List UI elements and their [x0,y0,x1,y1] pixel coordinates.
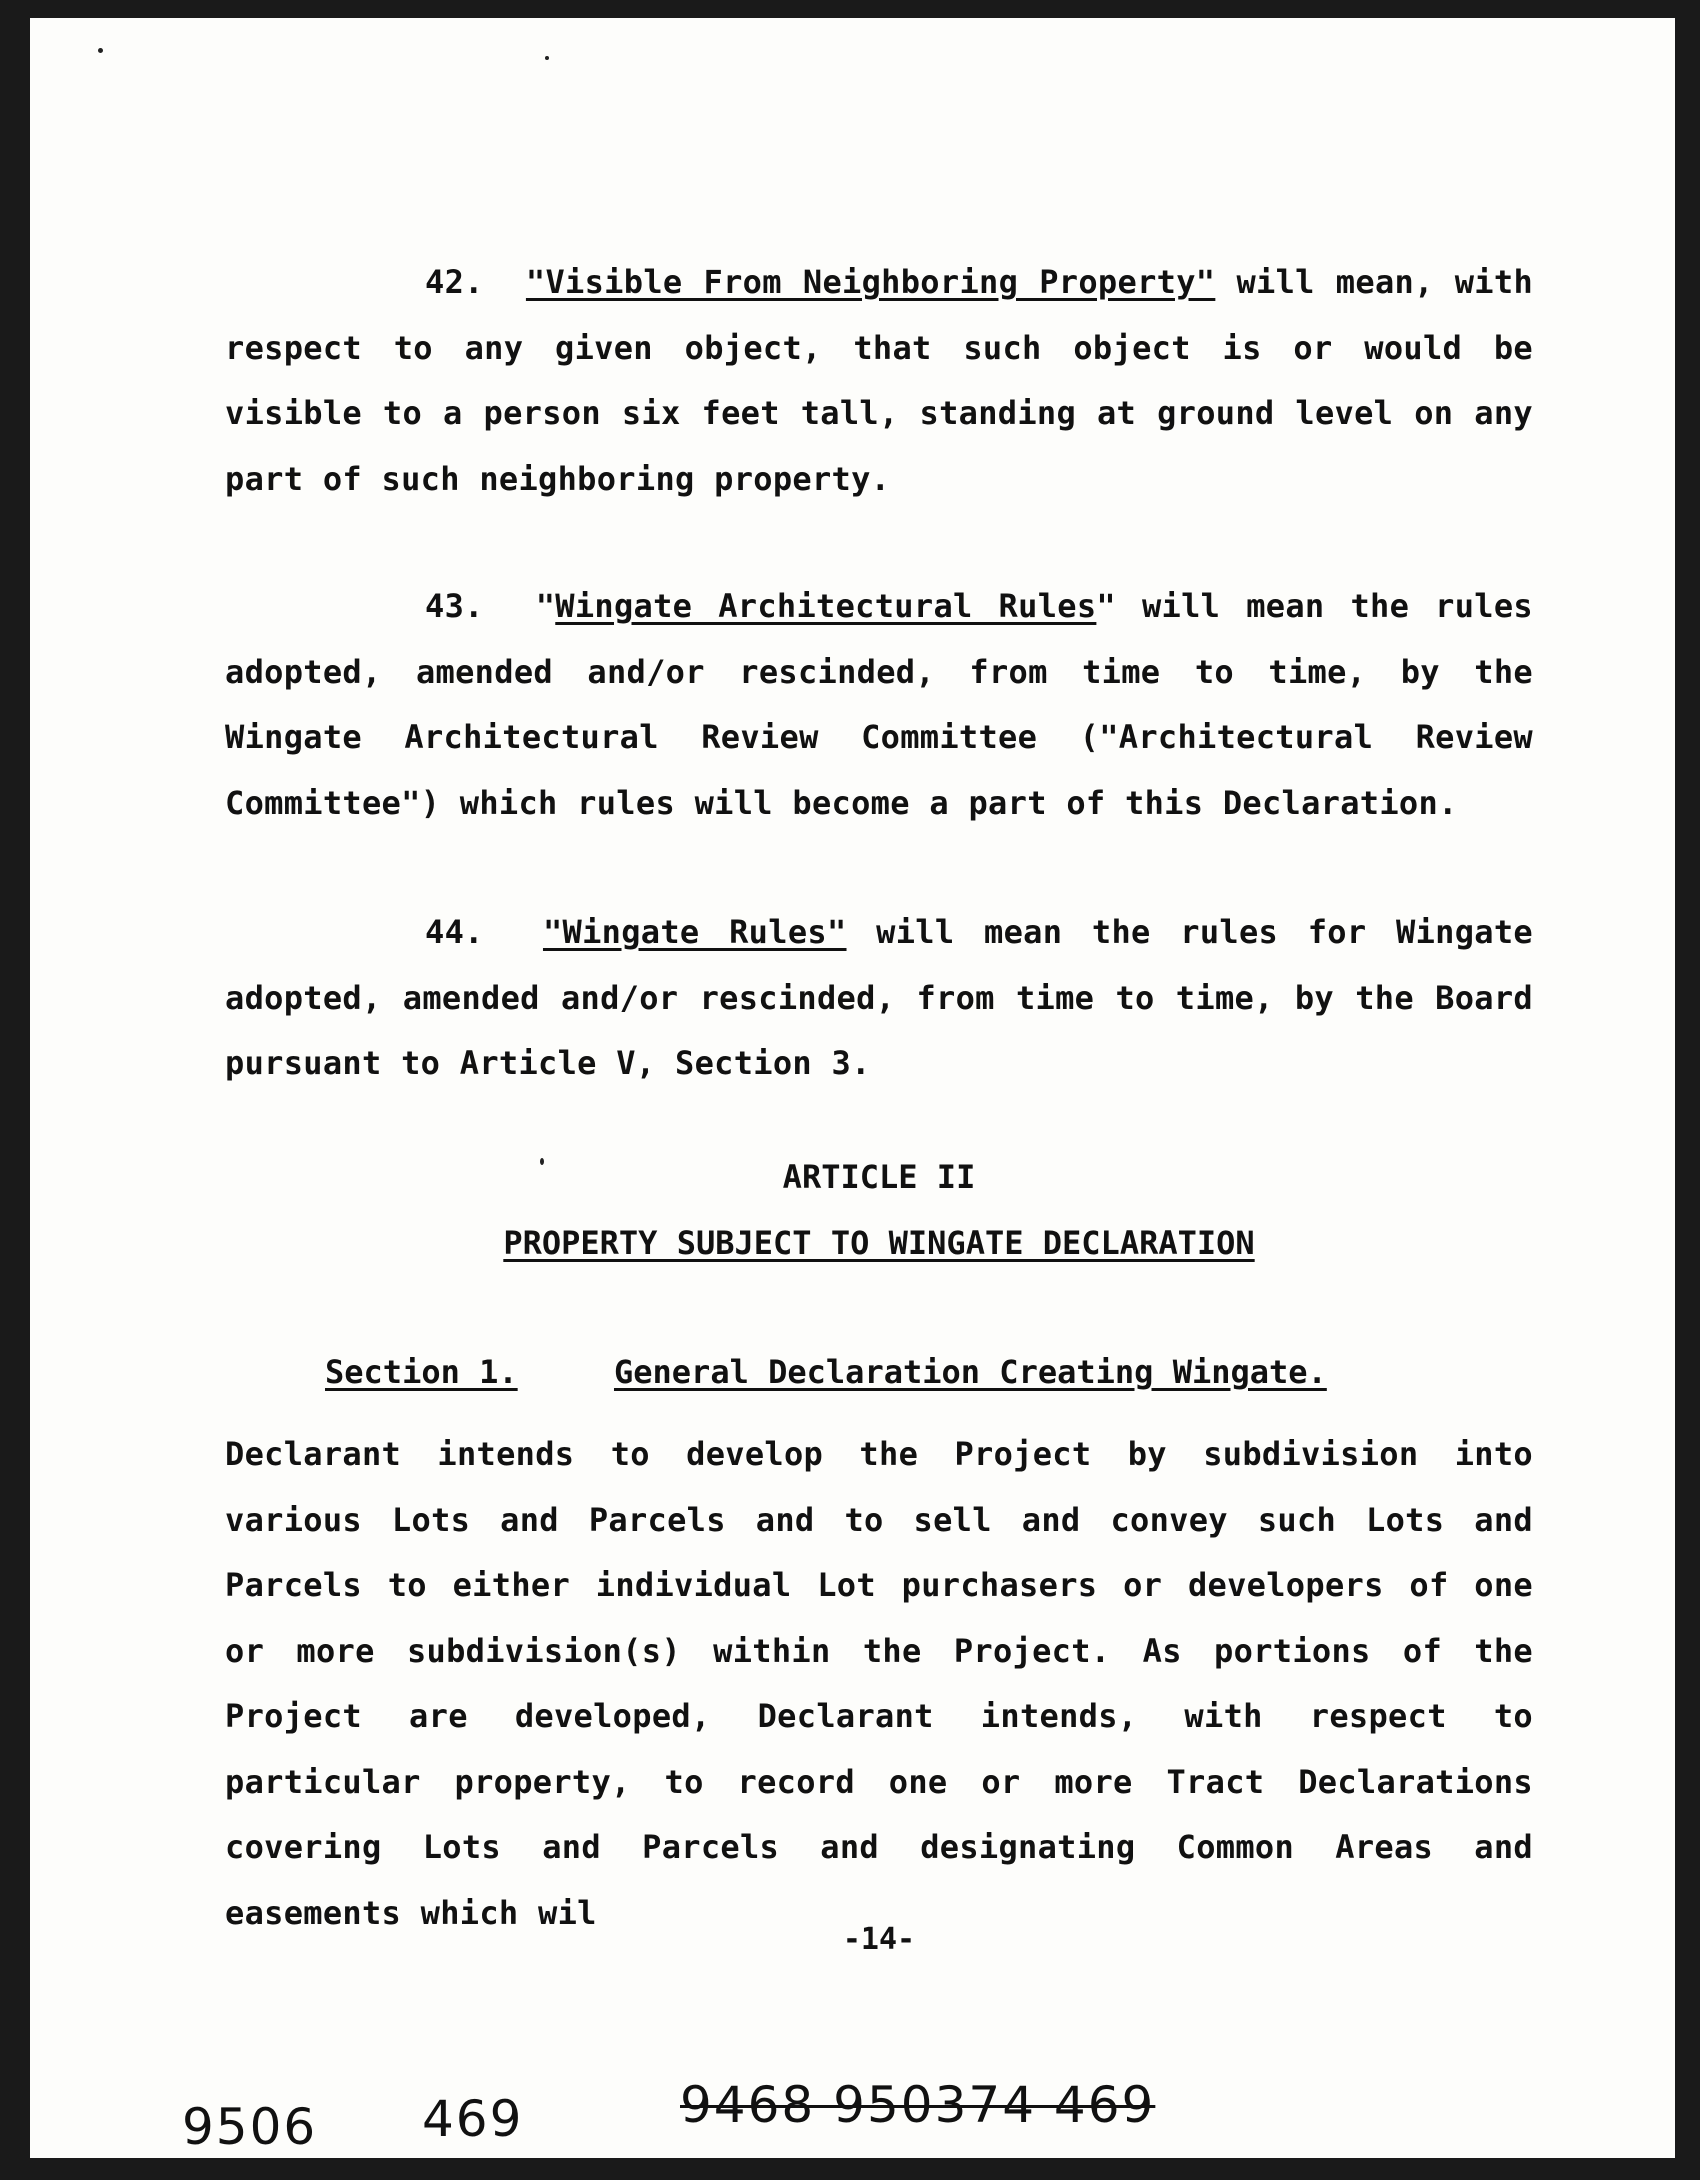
paragraph-number: 44. [425,913,484,951]
paragraph-text: will mean, with respect to any given object, that such object is or would be visible to a person six feet tall, standing at ground level on any part of such neighboring property. [225,263,1534,498]
section-label: Section 1. [325,1353,518,1391]
paragraph-43 [225,574,1533,836]
defined-term: "Visible From Neighboring Property" [525,263,1216,301]
scan-speck [540,1158,544,1165]
paragraph-42 [225,250,1533,512]
section-title: General Declaration Creating Wingate. [613,1353,1327,1391]
scan-speck [98,48,103,53]
paragraph-number: 42. [425,263,484,301]
article-subtitle [225,1224,1533,1262]
section-body: Declarant intends to develop the Project by subdivision into various Lots and Parcels and to sell and convey such Lots and Parcels to either individual Lot purchasers or developers of one or more subdivision(s) within the Project. As portions of the Project are developed, Declarant intends, with respect to particular property, to record one or more Tract Declarations covering Lots and Parcels and designating Common Areas and easements which wil [225,1435,1533,1932]
stamp-number-struck: 9468 950374 469 [680,2076,1156,2134]
defined-term: "Wingate Rules" [542,913,847,951]
section-heading [325,1353,1327,1391]
quote-mark: " [535,587,556,625]
page-number: -14- [842,1922,916,1957]
defined-term: Wingate Architectural Rules [555,587,1097,625]
paragraph-44 [225,900,1533,1097]
stamp-number-left: 9506 [182,2098,318,2156]
document-page [30,18,1675,2158]
scan-speck [545,56,549,60]
paragraph-number: 43. [425,587,484,625]
article-title: ARTICLE II [782,1158,976,1196]
paragraph-text: will mean the rules for Wingate adopted, amended and/or rescinded, from time to time, by the Board pursuant to Article V, Section 3. [225,913,1533,1082]
article-subtitle-text: PROPERTY SUBJECT TO WINGATE DECLARATION [503,1224,1255,1262]
paragraph-text: " will mean the rules adopted, amended and/or rescinded, from time to time, by the Wingate Architectural Review Committee ("Architectural Review Committee") which rules will become a part of this Declaration. [225,587,1533,822]
stamp-number-middle: 469 [422,2090,524,2148]
